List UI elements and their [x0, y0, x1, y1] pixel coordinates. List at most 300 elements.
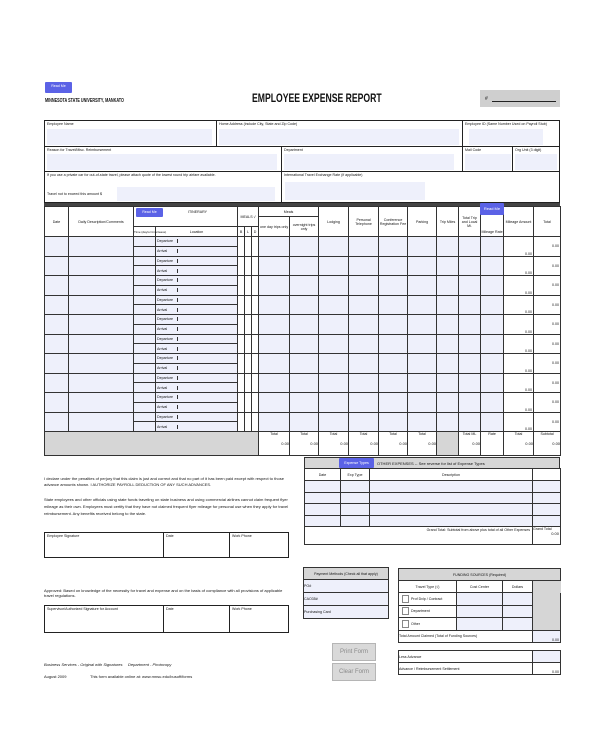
col-phone: Personal Telephone [349, 207, 379, 237]
lodging-cell[interactable] [319, 237, 349, 257]
one-day-cell[interactable] [259, 315, 290, 335]
location-cell[interactable] [156, 237, 238, 247]
dollars-cell[interactable] [503, 593, 533, 606]
total-trip-cell[interactable] [459, 256, 481, 276]
col-other-description: Description [370, 469, 533, 481]
time-cell[interactable] [134, 402, 156, 412]
exp-type-cell[interactable] [341, 492, 370, 504]
travel-type-checkbox[interactable] [402, 620, 409, 628]
employee-work-phone-field[interactable]: Work Phone [229, 532, 289, 558]
mileage-rate-cell[interactable] [481, 315, 504, 335]
itinerary-kind: Arrival [156, 405, 178, 409]
location-cell[interactable] [156, 412, 238, 422]
less-advance-field[interactable] [533, 651, 561, 663]
lodging-cell[interactable] [319, 295, 349, 315]
one-day-cell[interactable] [259, 237, 290, 257]
itinerary-kind: Departure [156, 317, 178, 321]
other-description-cell[interactable] [370, 515, 533, 527]
location-cell[interactable] [156, 334, 238, 344]
supervisor-signature-field[interactable]: Supervisor/Authorized Signature for Account [44, 605, 164, 633]
lodging-cell[interactable] [319, 393, 349, 413]
employee-name-field[interactable]: Employee Name [44, 120, 217, 147]
phone-cell[interactable] [349, 237, 379, 257]
phone-cell[interactable] [349, 354, 379, 374]
exp-type-cell[interactable] [341, 481, 370, 493]
breakfast-check[interactable] [238, 256, 245, 276]
time-cell[interactable] [134, 305, 156, 315]
dinner-check[interactable] [252, 412, 259, 432]
phone-cell[interactable] [349, 276, 379, 296]
date-cell[interactable] [45, 256, 69, 276]
other-date-cell[interactable] [305, 515, 341, 527]
time-cell[interactable] [134, 344, 156, 354]
lodging-cell[interactable] [319, 373, 349, 393]
expense-row [45, 295, 561, 305]
mileage-amount-cell: 0.00 [504, 295, 534, 315]
other-amount-cell[interactable] [533, 515, 561, 527]
trip-miles-cell[interactable] [437, 256, 459, 276]
breakfast-check[interactable] [238, 334, 245, 354]
settlement-label: Advance / Reimbursement Settlement [399, 663, 533, 675]
overnight-cell[interactable] [290, 315, 319, 335]
overnight-cell[interactable] [290, 295, 319, 315]
lunch-check[interactable] [245, 354, 252, 374]
other-date-cell[interactable] [305, 492, 341, 504]
trip-miles-cell[interactable] [437, 393, 459, 413]
mileage-amount-cell: 0.00 [504, 412, 534, 432]
time-cell[interactable] [134, 246, 156, 256]
lodging-cell[interactable] [319, 334, 349, 354]
phone-cell[interactable] [349, 315, 379, 335]
trip-miles-cell[interactable] [437, 373, 459, 393]
trip-miles-cell[interactable] [437, 412, 459, 432]
total-trip-cell[interactable] [459, 354, 481, 374]
total-cell: Total ML 0.00 [459, 432, 481, 456]
location-cell[interactable] [156, 383, 238, 393]
location-cell[interactable] [156, 256, 238, 266]
col-total-trip: Total Trip and Local Mi. [459, 207, 481, 237]
total-cell: Total 0.00 [504, 432, 534, 456]
travel-type-checkbox[interactable] [402, 595, 409, 603]
time-cell[interactable] [134, 363, 156, 373]
itinerary-kind: Departure [156, 356, 178, 360]
lunch-check[interactable] [245, 295, 252, 315]
other-date-cell[interactable] [305, 504, 341, 516]
mileage-rate-cell[interactable] [481, 276, 504, 296]
lodging-cell[interactable] [319, 412, 349, 432]
mileage-rate-cell[interactable] [481, 393, 504, 413]
breakfast-check[interactable] [238, 276, 245, 296]
dinner-check[interactable] [252, 393, 259, 413]
breakfast-check[interactable] [238, 354, 245, 374]
parking-cell[interactable] [408, 334, 437, 354]
expense-row [45, 354, 561, 364]
itinerary-kind: Departure [156, 298, 178, 302]
overnight-cell[interactable] [290, 276, 319, 296]
overnight-cell[interactable] [290, 334, 319, 354]
employee-date-field[interactable]: Date [163, 532, 230, 558]
one-day-cell[interactable] [259, 276, 290, 296]
lunch-check[interactable] [245, 276, 252, 296]
itinerary-kind: Departure [156, 239, 178, 243]
time-cell[interactable] [134, 324, 156, 334]
one-day-cell[interactable] [259, 393, 290, 413]
time-cell[interactable] [134, 412, 156, 422]
description-cell[interactable] [69, 256, 134, 276]
mileage-rate-cell[interactable] [481, 373, 504, 393]
phone-cell[interactable] [349, 373, 379, 393]
employee-signature-field[interactable]: Employee Signature [44, 532, 164, 558]
exp-type-cell[interactable] [341, 504, 370, 516]
lodging-cell[interactable] [319, 276, 349, 296]
breakfast-check[interactable] [238, 295, 245, 315]
total-trip-cell[interactable] [459, 237, 481, 257]
date-cell[interactable] [45, 237, 69, 257]
location-cell[interactable] [156, 315, 238, 325]
one-day-cell[interactable] [259, 354, 290, 374]
reason-field[interactable]: Reason for Travel/Misc. Reimbursement [44, 146, 282, 172]
col-b: B [238, 227, 245, 237]
col-conference: Conference Registration Fee [379, 207, 408, 237]
description-cell[interactable] [69, 412, 134, 432]
total-trip-cell[interactable] [459, 373, 481, 393]
page-title: EMPLOYEE EXPENSE REPORT [252, 91, 382, 105]
itinerary-kind: Departure [156, 395, 178, 399]
total-claimed-label: Total Amount Claimed (Total of Funding Sources) [399, 630, 533, 642]
private-car-section: If you use a private car for out-of-state travel, please attach quote of the lowest round trip airfare available. Travel not to exceed this amount $ [44, 171, 282, 203]
one-day-cell[interactable] [259, 373, 290, 393]
expense-row [45, 256, 561, 266]
report-number-field[interactable] [480, 90, 560, 107]
conference-cell[interactable] [379, 412, 408, 432]
parking-cell[interactable] [408, 393, 437, 413]
department-field[interactable]: Department [281, 146, 463, 172]
other-amount-cell[interactable] [533, 481, 561, 493]
location-cell[interactable] [156, 354, 238, 364]
time-cell[interactable] [134, 383, 156, 393]
location-cell[interactable] [156, 393, 238, 403]
itinerary-kind: Departure [156, 337, 178, 341]
total-trip-cell[interactable] [459, 334, 481, 354]
time-cell[interactable] [134, 285, 156, 295]
one-day-cell[interactable] [259, 334, 290, 354]
read-me-button[interactable]: Read Me [45, 82, 72, 93]
location-cell[interactable] [156, 373, 238, 383]
location-cell[interactable] [156, 422, 238, 432]
footer-date: August 2009 [44, 674, 67, 679]
travel-type-checkbox[interactable] [402, 607, 409, 615]
other-description-cell[interactable] [370, 504, 533, 516]
employee-id-field[interactable]: Employee ID (Same Number Used on Payroll Stub) [462, 120, 560, 147]
one-day-cell[interactable] [259, 412, 290, 432]
location-cell[interactable] [156, 363, 238, 373]
col-meals: Meals [259, 207, 319, 217]
lodging-cell[interactable] [319, 315, 349, 335]
total-trip-cell[interactable] [459, 276, 481, 296]
date-cell[interactable] [45, 412, 69, 432]
location-cell[interactable] [156, 344, 238, 354]
phone-cell[interactable] [349, 256, 379, 276]
itinerary-kind: Arrival [156, 249, 178, 253]
overnight-cell[interactable] [290, 373, 319, 393]
conference-cell[interactable] [379, 237, 408, 257]
parking-cell[interactable] [408, 315, 437, 335]
breakfast-check[interactable] [238, 412, 245, 432]
other-expenses-table [304, 468, 561, 545]
row-total-cell: 0.00 [534, 354, 561, 374]
mail-code-field[interactable]: Mail Code [462, 146, 513, 172]
trip-miles-cell[interactable] [437, 315, 459, 335]
col-mileage-rate: Mileage Rate [481, 230, 503, 234]
parking-cell[interactable] [408, 354, 437, 374]
phone-cell[interactable] [349, 393, 379, 413]
other-description-cell[interactable] [370, 492, 533, 504]
one-day-cell[interactable] [259, 295, 290, 315]
other-date-cell[interactable] [305, 481, 341, 493]
description-cell[interactable] [69, 393, 134, 413]
time-cell[interactable] [134, 393, 156, 403]
conference-cell[interactable] [379, 373, 408, 393]
breakfast-check[interactable] [238, 373, 245, 393]
location-cell[interactable] [156, 402, 238, 412]
itinerary-kind: Arrival [156, 386, 178, 390]
itinerary-kind: Arrival [156, 288, 178, 292]
row-total-cell: 0.00 [534, 295, 561, 315]
total-trip-cell[interactable] [459, 412, 481, 432]
lunch-check[interactable] [245, 412, 252, 432]
trip-miles-cell[interactable] [437, 276, 459, 296]
mileage-rate-cell[interactable] [481, 295, 504, 315]
itinerary-kind: Arrival [156, 425, 178, 429]
payment-title: Payment Methods (Check all that apply) [304, 568, 389, 580]
travel-type-label: Department [411, 609, 430, 614]
overnight-cell[interactable] [290, 256, 319, 276]
time-cell[interactable] [134, 354, 156, 364]
description-cell[interactable] [69, 315, 134, 335]
print-form-button[interactable]: Print Form [332, 643, 376, 661]
one-day-cell[interactable] [259, 256, 290, 276]
phone-cell[interactable] [349, 334, 379, 354]
date-cell[interactable] [45, 334, 69, 354]
total-cell: Subtotal 0.00 [534, 432, 561, 456]
row-total-cell: 0.00 [534, 315, 561, 335]
intl-rate-field[interactable]: International Travel Exchange Rate (if applicable) [281, 171, 560, 203]
home-address-field[interactable]: Home Address (include City, State and Zip Code) [216, 120, 463, 147]
travel-type-label: Other [411, 621, 420, 626]
clear-form-button[interactable]: Clear Form [332, 663, 376, 681]
funding-sources [398, 568, 561, 643]
overnight-cell[interactable] [290, 393, 319, 413]
mileage-rate-cell[interactable] [481, 354, 504, 374]
breakfast-check[interactable] [238, 237, 245, 257]
footer-distribution: Business Services - Original with Signatures Department - Photocopy [44, 662, 172, 667]
time-cell[interactable] [134, 422, 156, 432]
totals-row [45, 432, 561, 456]
time-cell[interactable] [134, 334, 156, 344]
time-cell[interactable] [134, 237, 156, 247]
overnight-cell[interactable] [290, 412, 319, 432]
overnight-cell[interactable] [290, 354, 319, 374]
mileage-amount-cell: 0.00 [504, 256, 534, 276]
payment-purchasing-card-field[interactable]: Purchasing Card [304, 606, 389, 619]
supervisor-work-phone-field[interactable]: Work Phone [229, 605, 289, 633]
mileage-rate-cell[interactable] [481, 256, 504, 276]
date-cell[interactable] [45, 276, 69, 296]
lodging-cell[interactable] [319, 256, 349, 276]
conference-cell[interactable] [379, 276, 408, 296]
mileage-rate-cell[interactable] [481, 237, 504, 257]
phone-cell[interactable] [349, 295, 379, 315]
mileage-amount-cell: 0.00 [504, 315, 534, 335]
lunch-check[interactable] [245, 237, 252, 257]
lunch-check[interactable] [245, 315, 252, 335]
lunch-check[interactable] [245, 334, 252, 354]
breakfast-check[interactable] [238, 315, 245, 335]
description-cell[interactable] [69, 237, 134, 257]
other-expenses-title: OTHER EXPENSES -- See reverse for list of Expense Types [377, 461, 485, 466]
itinerary-read-me-button[interactable]: Read Me [136, 208, 163, 217]
org-unit-field[interactable]: Org Unit (3 digit) [512, 146, 560, 172]
mileage-rate-cell[interactable] [481, 412, 504, 432]
col-mileage-amount: Mileage Amount [504, 207, 534, 237]
total-trip-cell[interactable] [459, 295, 481, 315]
not-exceed-amount-field[interactable] [117, 187, 275, 201]
conference-cell[interactable] [379, 295, 408, 315]
itinerary-kind: Departure [156, 259, 178, 263]
location-cell[interactable] [156, 324, 238, 334]
other-description-cell[interactable] [370, 481, 533, 493]
total-trip-cell[interactable] [459, 393, 481, 413]
description-cell[interactable] [69, 276, 134, 296]
location-cell[interactable] [156, 246, 238, 256]
lodging-cell[interactable] [319, 354, 349, 374]
payment-cao35-field[interactable]: CAO35# [304, 593, 389, 606]
expense-row [45, 276, 561, 286]
cost-center-cell[interactable] [457, 618, 503, 631]
col-overnight: overnight trips only [290, 217, 319, 237]
time-cell[interactable] [134, 256, 156, 266]
time-cell[interactable] [134, 276, 156, 286]
conference-cell[interactable] [379, 354, 408, 374]
col-location: Location [156, 227, 238, 237]
trip-miles-cell[interactable] [437, 237, 459, 257]
parking-cell[interactable] [408, 295, 437, 315]
expense-types-button[interactable]: Expense Types [339, 458, 374, 468]
cost-center-cell[interactable] [457, 593, 503, 606]
time-cell[interactable] [134, 295, 156, 305]
total-trip-cell[interactable] [459, 315, 481, 335]
conference-cell[interactable] [379, 393, 408, 413]
supervisor-date-field[interactable]: Date [163, 605, 230, 633]
dinner-check[interactable] [252, 295, 259, 315]
payment-po-field[interactable]: PO# [304, 580, 389, 593]
trip-miles-cell[interactable] [437, 295, 459, 315]
location-cell[interactable] [156, 266, 238, 276]
trip-miles-cell[interactable] [437, 354, 459, 374]
total-cell: Total 0.00 [408, 432, 437, 456]
conference-cell[interactable] [379, 256, 408, 276]
exp-type-cell[interactable] [341, 515, 370, 527]
other-amount-cell[interactable] [533, 492, 561, 504]
row-total-cell: 0.00 [534, 334, 561, 354]
other-expense-row [305, 515, 561, 527]
description-cell[interactable] [69, 295, 134, 315]
dinner-check[interactable] [252, 256, 259, 276]
dinner-check[interactable] [252, 315, 259, 335]
dinner-check[interactable] [252, 373, 259, 393]
parking-cell[interactable] [408, 412, 437, 432]
location-cell[interactable] [156, 295, 238, 305]
col-travel-type: Travel Type (√) [399, 581, 457, 593]
conference-cell[interactable] [379, 315, 408, 335]
funding-row [399, 593, 561, 606]
lunch-check[interactable] [245, 256, 252, 276]
state-note-text: State employees and other officials using state funds traveling on state business and using commercial airlines cannot claim frequent flyer mileage as their own. Employees must certify that they have not claimed frequent flyer mileage for personal use when they apply for travel reimbursement. Any benefits received belong to the state. [44, 497, 289, 516]
payment-methods [303, 567, 389, 619]
date-cell[interactable] [45, 393, 69, 413]
cost-center-cell[interactable] [457, 605, 503, 618]
phone-cell[interactable] [349, 412, 379, 432]
location-cell[interactable] [156, 276, 238, 286]
date-cell[interactable] [45, 373, 69, 393]
total-cell: Total 0.00 [379, 432, 408, 456]
overnight-cell[interactable] [290, 237, 319, 257]
other-expense-row [305, 481, 561, 493]
date-cell[interactable] [45, 315, 69, 335]
declaration-text: I declare under the penalties of perjury that this claim is just and correct and that no part of it has been paid except with respect to those advance amounts shown. I AUTHORIZE PAYROLL DEDUCTION OF ANY SUCH ADVANCES. [44, 476, 284, 487]
date-cell[interactable] [45, 354, 69, 374]
total-cell: Rate [481, 432, 504, 456]
parking-cell[interactable] [408, 237, 437, 257]
dinner-check[interactable] [252, 237, 259, 257]
mileage-rate-cell[interactable] [481, 334, 504, 354]
col-parking: Parking [408, 207, 437, 237]
col-meals-check: MEALS √ [238, 207, 259, 227]
dinner-check[interactable] [252, 354, 259, 374]
dollars-cell[interactable] [503, 618, 533, 631]
trip-miles-cell[interactable] [437, 334, 459, 354]
lunch-check[interactable] [245, 393, 252, 413]
conference-cell[interactable] [379, 334, 408, 354]
dollars-cell[interactable] [503, 605, 533, 618]
parking-cell[interactable] [408, 276, 437, 296]
dinner-check[interactable] [252, 334, 259, 354]
date-cell[interactable] [45, 295, 69, 315]
description-cell[interactable] [69, 334, 134, 354]
parking-cell[interactable] [408, 373, 437, 393]
col-lodging: Lodging [319, 207, 349, 237]
parking-cell[interactable] [408, 256, 437, 276]
location-cell[interactable] [156, 305, 238, 315]
mileage-read-me-button[interactable]: Read Me [480, 203, 504, 215]
col-date: Date [45, 207, 69, 237]
time-cell[interactable] [134, 373, 156, 383]
other-amount-cell[interactable] [533, 504, 561, 516]
time-cell[interactable] [134, 315, 156, 325]
time-cell[interactable] [134, 266, 156, 276]
funding-row [399, 618, 561, 631]
itinerary-kind: Arrival [156, 308, 178, 312]
dinner-check[interactable] [252, 276, 259, 296]
location-cell[interactable] [156, 285, 238, 295]
col-exp-type: Exp Type [341, 469, 370, 481]
total-cell: Total 0.00 [319, 432, 349, 456]
description-cell[interactable] [69, 373, 134, 393]
lunch-check[interactable] [245, 373, 252, 393]
mileage-amount-cell: 0.00 [504, 354, 534, 374]
breakfast-check[interactable] [238, 393, 245, 413]
description-cell[interactable] [69, 354, 134, 374]
